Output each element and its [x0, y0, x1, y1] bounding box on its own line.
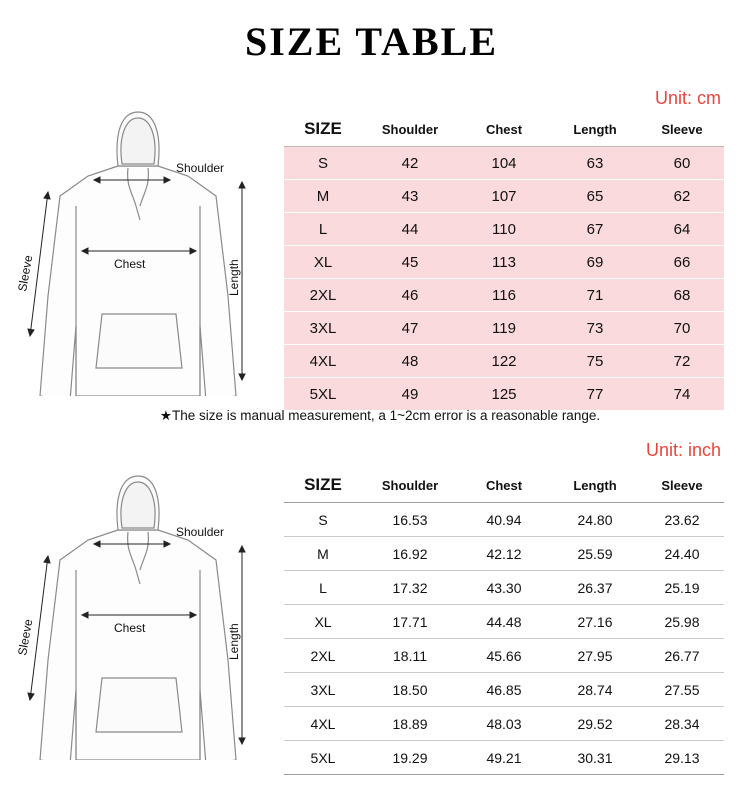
cell-size: XL: [284, 605, 362, 639]
cell-length: 28.74: [550, 673, 640, 707]
cell-size: S: [284, 147, 362, 180]
cell-shoulder: 44: [362, 213, 458, 246]
cell-chest: 116: [458, 279, 550, 312]
cell-length: 30.31: [550, 741, 640, 775]
cell-sleeve: 60: [640, 147, 724, 180]
cell-shoulder: 16.92: [362, 537, 458, 571]
cell-sleeve: 23.62: [640, 503, 724, 537]
cell-shoulder: 42: [362, 147, 458, 180]
cell-length: 63: [550, 147, 640, 180]
cell-sleeve: 25.19: [640, 571, 724, 605]
cell-chest: 44.48: [458, 605, 550, 639]
cell-chest: 43.30: [458, 571, 550, 605]
cell-shoulder: 43: [362, 180, 458, 213]
cell-shoulder: 47: [362, 312, 458, 345]
cell-sleeve: 74: [640, 378, 724, 411]
cell-chest: 110: [458, 213, 550, 246]
table-row: [284, 279, 724, 312]
cell-chest: 122: [458, 345, 550, 378]
cell-length: 27.95: [550, 639, 640, 673]
table-row: [284, 707, 724, 741]
cell-shoulder: 18.50: [362, 673, 458, 707]
cell-length: 65: [550, 180, 640, 213]
unit-label-inch: Unit: inch: [645, 440, 721, 460]
cell-chest: 125: [458, 378, 550, 411]
cell-chest: 107: [458, 180, 550, 213]
table-row: [284, 503, 724, 537]
cell-size: 4XL: [284, 345, 362, 378]
cell-size: XL: [284, 246, 362, 279]
cell-length: 24.80: [550, 503, 640, 537]
column-header-shoulder: Shoulder: [362, 468, 458, 503]
cell-shoulder: 49: [362, 378, 458, 411]
cell-chest: 48.03: [458, 707, 550, 741]
cell-sleeve: 66: [640, 246, 724, 279]
cell-size: 4XL: [284, 707, 362, 741]
column-header-chest: Chest: [458, 112, 550, 147]
label-length-inch: Length: [227, 623, 241, 660]
cell-chest: 119: [458, 312, 550, 345]
cell-length: 26.37: [550, 571, 640, 605]
cell-length: 77: [550, 378, 640, 411]
table-row: [284, 639, 724, 673]
cell-sleeve: 72: [640, 345, 724, 378]
page-title: SIZE TABLE: [244, 19, 499, 64]
table-row: [284, 537, 724, 571]
cell-size: L: [284, 571, 362, 605]
cell-shoulder: 18.89: [362, 707, 458, 741]
column-header-length: Length: [550, 112, 640, 147]
cell-size: 3XL: [284, 673, 362, 707]
table-row: [284, 312, 724, 345]
table-row: [284, 147, 724, 180]
label-sleeve-cm: Sleeve: [15, 253, 36, 293]
table-header-row: [284, 468, 724, 503]
label-chest-inch: Chest: [114, 621, 146, 635]
cell-shoulder: 16.53: [362, 503, 458, 537]
column-header-size: SIZE: [284, 468, 362, 503]
cell-sleeve: 26.77: [640, 639, 724, 673]
cell-size: 5XL: [284, 741, 362, 775]
table-row: [284, 741, 724, 775]
table-header-row: [284, 112, 724, 147]
hoodie-diagram-cm: [10, 96, 270, 401]
cell-chest: 104: [458, 147, 550, 180]
table-row: [284, 180, 724, 213]
column-header-sleeve: Sleeve: [640, 468, 724, 503]
cell-sleeve: 29.13: [640, 741, 724, 775]
cell-chest: 42.12: [458, 537, 550, 571]
cell-chest: 113: [458, 246, 550, 279]
cell-shoulder: 19.29: [362, 741, 458, 775]
cell-sleeve: 64: [640, 213, 724, 246]
cell-chest: 46.85: [458, 673, 550, 707]
cell-sleeve: 27.55: [640, 673, 724, 707]
table-row: [284, 605, 724, 639]
cell-shoulder: 18.11: [362, 639, 458, 673]
cell-shoulder: 45: [362, 246, 458, 279]
hoodie-diagram-inch: [10, 460, 270, 765]
table-row: [284, 213, 724, 246]
cell-chest: 40.94: [458, 503, 550, 537]
cell-length: 69: [550, 246, 640, 279]
cell-length: 25.59: [550, 537, 640, 571]
cell-sleeve: 25.98: [640, 605, 724, 639]
cell-shoulder: 48: [362, 345, 458, 378]
cell-size: 5XL: [284, 378, 362, 411]
size-table-inch: [284, 468, 724, 775]
cell-sleeve: 24.40: [640, 537, 724, 571]
cell-shoulder: 46: [362, 279, 458, 312]
measurement-note: ★The size is manual measurement, a 1~2cm error is a reasonable range.: [159, 408, 601, 423]
label-shoulder-cm: Shoulder: [176, 161, 225, 175]
table-row: [284, 246, 724, 279]
column-header-size: SIZE: [284, 112, 362, 147]
cell-length: 75: [550, 345, 640, 378]
label-chest-cm: Chest: [114, 257, 146, 271]
cell-length: 73: [550, 312, 640, 345]
cell-size: 2XL: [284, 279, 362, 312]
cell-size: S: [284, 503, 362, 537]
cell-sleeve: 68: [640, 279, 724, 312]
cell-size: M: [284, 180, 362, 213]
label-sleeve-inch: Sleeve: [15, 617, 36, 657]
column-header-sleeve: Sleeve: [640, 112, 724, 147]
table-row: [284, 673, 724, 707]
table-row: [284, 345, 724, 378]
cell-size: L: [284, 213, 362, 246]
cell-shoulder: 17.71: [362, 605, 458, 639]
cell-length: 27.16: [550, 605, 640, 639]
label-shoulder-inch: Shoulder: [176, 525, 225, 539]
size-table-cm: [284, 112, 724, 411]
column-header-chest: Chest: [458, 468, 550, 503]
cell-length: 67: [550, 213, 640, 246]
cell-chest: 49.21: [458, 741, 550, 775]
column-header-shoulder: Shoulder: [362, 112, 458, 147]
cell-length: 71: [550, 279, 640, 312]
cell-size: M: [284, 537, 362, 571]
table-row: [284, 571, 724, 605]
cell-shoulder: 17.32: [362, 571, 458, 605]
label-length-cm: Length: [227, 259, 241, 296]
cell-sleeve: 62: [640, 180, 724, 213]
table-row: [284, 378, 724, 411]
cell-sleeve: 28.34: [640, 707, 724, 741]
cell-chest: 45.66: [458, 639, 550, 673]
unit-label-cm: Unit: cm: [654, 88, 721, 108]
cell-length: 29.52: [550, 707, 640, 741]
column-header-length: Length: [550, 468, 640, 503]
cell-size: 3XL: [284, 312, 362, 345]
cell-sleeve: 70: [640, 312, 724, 345]
cell-size: 2XL: [284, 639, 362, 673]
